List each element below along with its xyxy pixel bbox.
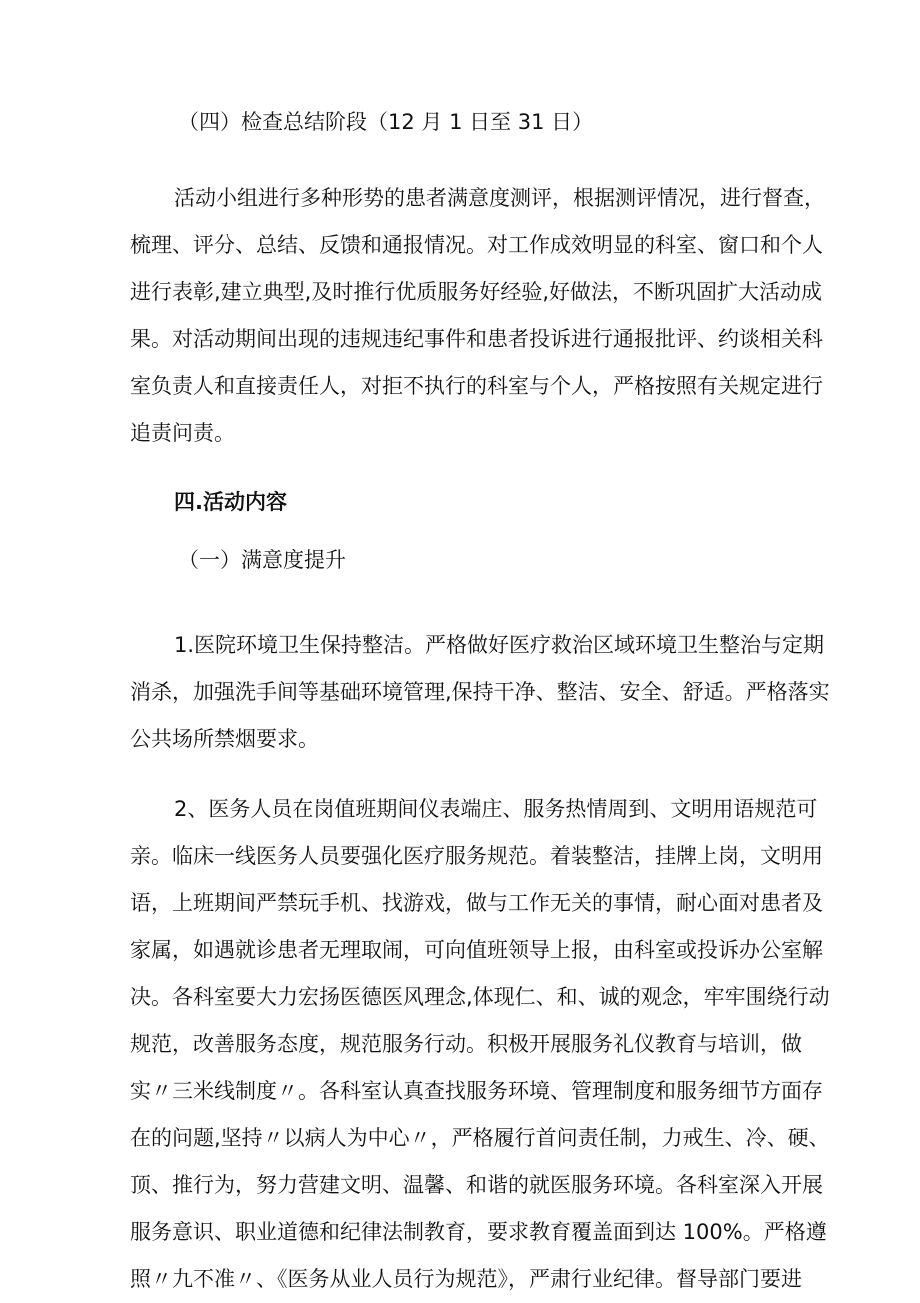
stage4-heading: （四）检查总结阶段（12 月 1 日至 31 日） (178, 110, 594, 134)
paragraph-line: 梳理、评分、总结、反馈和通报情况。对工作成效明显的科室、窗口和个人 (130, 233, 823, 257)
paragraph-line: 1.医院环境卫生保持整洁。严格做好医疗救治区域环境卫生整治与定期 (174, 633, 825, 657)
stage4-paragraph (130, 175, 825, 457)
item1-paragraph (130, 622, 830, 763)
paragraph-line: 亲。临床一线医务人员要强化医疗服务规范。着装整洁，挂牌上岗，文明用 (130, 844, 823, 868)
paragraph-line: 室负责人和直接责任人，对拒不执行的科室与个人，严格按照有关规定进行 (130, 374, 823, 398)
paragraph-line: 果。对活动期间出现的违规违纪事件和患者投诉进行通报批评、约谈相关科 (130, 327, 823, 351)
paragraph-line: 语，上班期间严禁玩手机、找游戏，做与工作无关的事情，耐心面对患者及 (130, 891, 823, 915)
paragraph-line: 实〃三米线制度〃。各科室认真查找服务环境、管理制度和服务细节方面存 (130, 1079, 823, 1103)
paragraph-line: 进行表彰,建立典型,及时推行优质服务好经验,好做法，不断巩固扩大活动成 (130, 280, 823, 304)
paragraph-line: 服务意识、职业道德和纪律法制教育，要求教育覆盖面到达 100%。严格遵 (130, 1220, 827, 1244)
paragraph-line: 规范，改善服务态度，规范服务行动。积极开展服务礼仪教育与培训，做 (130, 1032, 802, 1056)
sub1-heading: （一）满意度提升 (178, 548, 346, 572)
paragraph-line: 追责问责。 (130, 421, 235, 445)
item2-paragraph (130, 786, 830, 1303)
paragraph-line: 顶、推行为，努力营建文明、温馨、和谐的就医服务环境。各科室深入开展 (130, 1173, 823, 1197)
paragraph-line: 消杀，加强洗手间等基础环境管理,保持干净、整洁、安全、舒适。严格落实 (130, 680, 830, 704)
paragraph-line: 2、医务人员在岗值班期间仪表端庄、服务热情周到、文明用语规范可 (174, 797, 818, 821)
section4-heading: 四.活动内容 (174, 490, 287, 514)
paragraph-line: 活动小组进行多种形势的患者满意度测评，根据测评情况，进行督查， (174, 186, 825, 210)
paragraph-line: 决。各科室要大力宏扬医德医风理念,体现仁、和、诚的观念，牢牢围绕行动 (130, 985, 830, 1009)
paragraph-line: 公共场所禁烟要求。 (130, 727, 319, 751)
paragraph-line: 在的问题,坚持〃以病人为中心〃，严格履行首问责任制，力戒生、冷、硬、 (130, 1126, 830, 1150)
paragraph-line: 家属，如遇就诊患者无理取闹，可向值班领导上报，由科室或投诉办公室解 (130, 938, 823, 962)
paragraph-line: 照〃九不准〃、《医务从业人员行为规范》，严肃行业纪律。督导部门要进 (130, 1267, 802, 1291)
